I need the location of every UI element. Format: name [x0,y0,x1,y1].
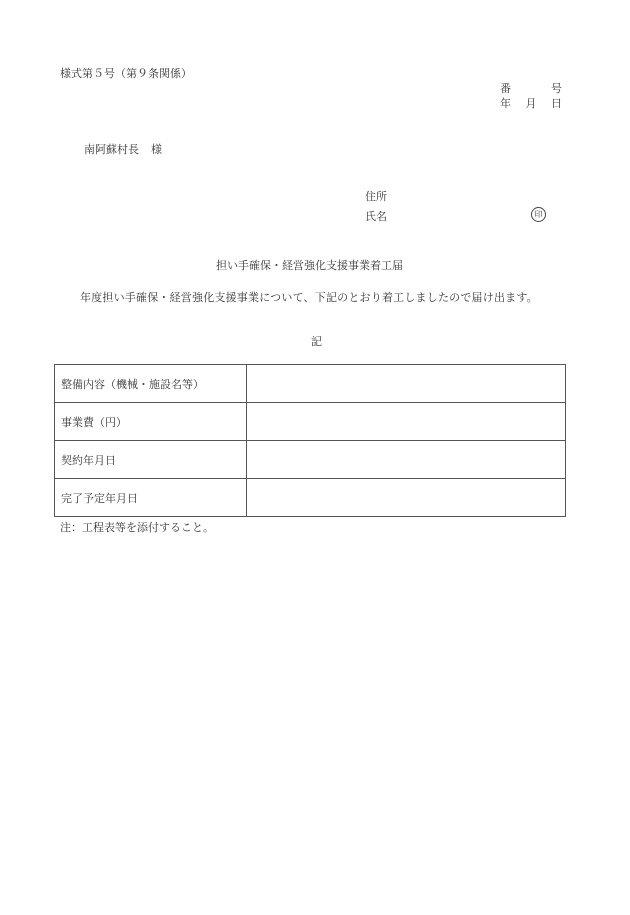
body-text [60,290,580,305]
addressee [84,143,162,157]
table-row [55,479,566,517]
body-paragraph: 年度担い手確保・経営強化支援事業について、下記のとおり着工しましたので届け出ます。 [80,291,538,304]
note-text: 注：工程表等を添付すること。 [60,521,214,534]
row-label-contract-date: 契約年月日 [55,441,247,479]
row-value-contract-date[interactable] [247,441,566,479]
number-suffix: 号 [551,82,562,95]
addressee-name: 南阿蘇村長 [84,143,139,156]
form-table [54,364,566,517]
date-line [500,97,562,111]
form-number: 様式第５号（第９条関係） [60,67,192,80]
day-label: 日 [551,97,562,110]
table-row [55,441,566,479]
row-value-equipment[interactable] [247,365,566,403]
row-value-cost[interactable] [247,403,566,441]
document-title: 担い手確保・経営強化支援事業着工届 [216,259,403,272]
row-label-completion-date: 完了予定年月日 [55,479,247,517]
row-label-cost: 事業費（円） [55,403,247,441]
month-label: 月 [525,97,537,110]
ki-heading: 記 [311,335,322,348]
name-label: 氏名 [365,210,387,223]
document-number-line [500,82,562,96]
seal-icon: 印 [531,207,546,222]
address-label: 住所 [365,190,387,203]
row-value-completion-date[interactable] [247,479,566,517]
row-label-equipment: 整備内容（機械・施設名等） [55,365,247,403]
addressee-honorific: 様 [151,143,162,156]
year-label: 年 [500,97,511,110]
table-row [55,365,566,403]
number-label: 番 [500,82,511,95]
table-row [55,403,566,441]
